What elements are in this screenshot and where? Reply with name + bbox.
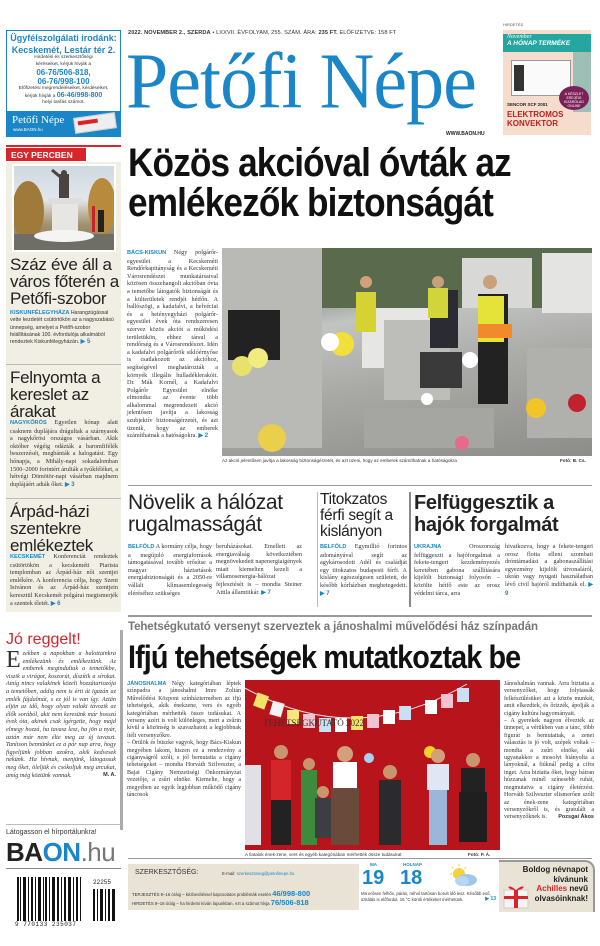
dateline-price: 235 FT. bbox=[318, 30, 338, 36]
partly-cloudy-icon bbox=[448, 864, 480, 893]
main-page-ref[interactable]: ▶ 2 bbox=[198, 433, 209, 440]
story-man-kicker: BELFÖLD bbox=[320, 544, 347, 550]
story-ships-headline[interactable]: Felfüggesztik a hajók forgalmát bbox=[414, 492, 559, 536]
story-network-kicker: BELFÖLD bbox=[128, 544, 155, 550]
divider bbox=[6, 498, 121, 499]
story-ships-kicker: UKRAJNA bbox=[414, 544, 442, 550]
editorial-signature: M. A. bbox=[103, 771, 116, 778]
talent-body-col-3 bbox=[504, 681, 594, 822]
story-2-brief bbox=[10, 419, 118, 489]
cs-title-2: Kecskemét, Lestár tér 2. bbox=[11, 45, 116, 55]
cs-brand-band bbox=[7, 111, 120, 136]
nameday-text bbox=[523, 865, 588, 903]
cs-phone-2: 06-76/998-100 bbox=[37, 77, 90, 86]
talent-show-photo[interactable] bbox=[245, 680, 500, 850]
talent-body-4: – A gyerekek nagyon élvezték az ünnepet, a vérükben van a tánc, több figurát is bemutattak, a zenei választás is jó volt, szépek voltak – mondta a zsűri elnöke, aki ugyanakkor a mosolyt hiányolta a lányoknál, a fiúknál pedig a cifra inget. Arra biztatta őket, hogy bátran húzzanak minél színesebb ruhát, megmutatva a cigány életérzést. Horváth Szilveszter elismerően szólt az ének-zene kategóriában versenyzőkről is, és gratulált a versenyzőknek is. bbox=[504, 718, 594, 821]
advertising-text: HIRDETÉS 8–16 óráig – ha hirdetni kíván lapunkban, ezt a számot hívja bbox=[132, 901, 270, 906]
cs-text-4-line bbox=[7, 93, 120, 101]
editorial-contacts bbox=[128, 864, 359, 910]
story-ships-body-col-1 bbox=[414, 543, 500, 597]
distribution-text: TERJESZTÉS 8–16 óráig – kézbesítéssel kapcsolatos problémák esetén bbox=[132, 892, 272, 897]
ad-name-2: KONVEKTOR bbox=[507, 119, 558, 128]
story-3-headline[interactable]: Árpád-házi szentekre emlékeztek bbox=[10, 502, 93, 555]
ad-banner bbox=[503, 34, 591, 52]
story-ships-body-col-2 bbox=[505, 543, 593, 598]
weather-tomorrow-label: HOLNAP bbox=[403, 862, 422, 867]
distribution-line bbox=[132, 889, 310, 898]
story-man-page-ref[interactable]: ▶ 7 bbox=[320, 590, 330, 597]
ad-line-2: A HÓNAP TERMÉKE bbox=[507, 40, 571, 47]
weather-page-ref[interactable]: ▶ 13 bbox=[485, 895, 496, 902]
talent-body-col-1 bbox=[127, 681, 241, 800]
statue-photo[interactable] bbox=[12, 164, 116, 252]
editorial-text: zekben a napokban a halottainkra emlékezünk és emlékeztünk. Az emberek megindultak a temetőkbe, viszik a virágot, koszorút, díszítik a sírokat. Amíg nincs valakinek közeli hozzátartozója a temetőben, addig nem is érti át igazán az emlék fájdalmát, s ez jól is van így. Aztán eljön az idő, hogy olyan valaki távozik az élők sorából, akit nem keresünk már hosszú évek óta, akinek csak ígérgette, hogy majd elmegy hozzá, ha tavasz lesz, ha jön a nyár, aztán már nem élte meg az új tavaszt. Tanítson bennünket ez a pár nap arra, hogy figyeljünk jobban azokra, akik kedvesek nekünk. Ha hívnak, menjünk, látogassuk meg őket, öleljük és csókoljuk meg arcukat, amíg még köztünk vannak. bbox=[6, 650, 116, 779]
cs-phone-1: 06-76/506-818, bbox=[36, 68, 91, 77]
divider bbox=[128, 858, 592, 859]
baon-logo-part-3: .hu bbox=[80, 837, 116, 867]
section-label: EGY PERCBEN bbox=[6, 148, 86, 161]
baon-logo-part-1: BA bbox=[6, 837, 43, 867]
cs-text-4: kérjük hívják a bbox=[24, 93, 56, 99]
talent-photo-caption: A fiatalok ének-zene, vers és egyéb kategóriában mérhették össze tudásukat bbox=[245, 852, 402, 857]
talent-subheadline: Tehetségkutató versenyt szerveztek a jánoshalmi művelődési ház színpadán bbox=[128, 621, 538, 633]
story-network-body-col-1 bbox=[128, 543, 212, 597]
editorial-rule bbox=[120, 630, 123, 830]
nameday-line-1: Boldog névnapot bbox=[522, 865, 588, 874]
story-2-body: Egyetlen hónap alatt csaknem duplájára drágultak a szárnyasok a nagykőrösi országos vásárban. Akik október végéig odázták a baromfifélék beszerzését, megbánták a halogatást. Egy hónapja, a Mihály-napi sokadalomban 1500–2000 forintért árulták a tyúkféléket, a hétvégi Dömötör-napi vásárban majdnem duplájáért adták őket. bbox=[10, 419, 119, 488]
editorial-title[interactable]: Jó reggelt! bbox=[6, 631, 81, 648]
email-line bbox=[222, 871, 294, 876]
nameday-line-3: nevű bbox=[569, 884, 588, 893]
editorial-body bbox=[6, 647, 116, 779]
story-man-body: Egymillió forintos adományával segít az agykárosodott Adél és családját egy titokzatos budapesti férfi. A kislány egészségesen született, de később kórházban megbetegedett. bbox=[320, 543, 408, 589]
story-ships-body-1: Oroszország felfüggeszti a hajóforgalmat a fekete-tengeri kezdeményezés keretében gabona szállítására kijelölt biztonsági folyosón – közölte hétfő este az orosz védelmi tárca, arra bbox=[414, 543, 500, 597]
divider bbox=[6, 868, 121, 869]
cemetery-illustration bbox=[222, 248, 592, 456]
weather-today-temp: 19 bbox=[362, 867, 385, 889]
cemetery-photo[interactable] bbox=[222, 248, 592, 456]
cs-text-3: Előfizetési megrendeléseiket, kérdéseiket, bbox=[18, 86, 109, 91]
story-3-body: Konferenciát rendeztek csütörtökön a kecskeméti Piarista templomban az Árpád-ház női szentjei emlékére. A konferencia célja, hogy Szent Istvánon és az Árpád-ház szentjein keresztül Kecskemét polgárai megismerjék a szentek életét. bbox=[10, 553, 118, 607]
product-ad[interactable] bbox=[503, 30, 591, 135]
divider bbox=[6, 364, 121, 365]
weather-text: Ma erősen felhős, párás, néhol tartósan borult idő lesz. Később eső, szitálás is előfordul. 16 °C körüli értékeket mérhetünk. bbox=[361, 891, 491, 902]
story-3-page-ref[interactable]: ▶ 6 bbox=[50, 600, 61, 607]
divider bbox=[128, 615, 592, 617]
nameday-line-4: olvasóinknak! bbox=[534, 893, 588, 903]
talent-body-3: Jánoshalmán vannak. Arra biztatta a versenyzőket, hogy folytassák felkészülésüket azt a közös munkát, amit elkezdtek, és őrizzék, ápolják a cigány kultúra hagyományait. bbox=[504, 681, 594, 717]
column-rule bbox=[317, 492, 318, 607]
editorial-dropcap: E bbox=[6, 647, 21, 673]
story-1-brief bbox=[10, 310, 118, 346]
main-story-body bbox=[127, 249, 218, 441]
main-headline[interactable]: Közös akcióval óvták az emlékezők biztonságát bbox=[128, 141, 511, 225]
dateline-subscription: ELŐFIZETVE: 158 FT bbox=[339, 30, 397, 36]
talent-headline[interactable]: Ifjú tehetségek mutatkoztak be bbox=[128, 639, 521, 675]
cs-text-2: kéréseiket, kérjük hívják a bbox=[35, 61, 92, 67]
masthead: Petőfi Népe bbox=[126, 37, 476, 126]
cs-title-1: Ügyfélszolgálati irodánk: bbox=[10, 33, 117, 43]
talent-body-1: Négy kategóriában léptek színpadra a jánoshalmi Imre Zoltán Művelődési Központ színháztermében az ifjú tehetségek, akik énekzene, vers és egyéb kategóriában mérhették össze tudásukat. A verseny azért is volt különleges, mert a zsűrin kívül a közönség is szavazhatott a legjobbnak ítélt versenyzőkre. bbox=[127, 681, 241, 739]
story-3-brief bbox=[10, 553, 118, 608]
ad-product-name bbox=[507, 110, 563, 128]
divider bbox=[128, 485, 592, 486]
story-network-body-2: beruházásokat. Emellett az energiaválság következtében megnövekedett napenergiaigények miatt kiemelten kezeli a villamosenergia-hálózat fejlesztését is – mondta Steiner Attila államtitkár. bbox=[216, 543, 302, 596]
story-1-kicker: KISKUNFÉLEGYHÁZA bbox=[10, 310, 70, 316]
story-ships-body-2: hivatkozva, hogy a fekete-tengeri orosz flotta elleni szombati dróntámadást a gabonaszállítási egyezmény kijelölt útvonaláról, ukrán vagy nyugati használatban lévő civil hajóról indíthatták el. bbox=[505, 543, 593, 588]
main-kicker: BÁCS-KISKUN bbox=[127, 250, 167, 256]
barcode-issue: 22255 bbox=[93, 879, 112, 886]
section-rule bbox=[6, 145, 121, 147]
story-man-brief bbox=[320, 543, 407, 598]
ad-name-1: ELEKTROMOS bbox=[507, 110, 564, 119]
baon-logo[interactable] bbox=[6, 838, 115, 866]
column-rule bbox=[409, 492, 411, 607]
story-1-headline[interactable]: Száz éve áll a város főterén a Petőfi-szobor bbox=[10, 255, 119, 308]
weather-forecast bbox=[361, 891, 496, 902]
ad-badge: A KÉSZLET EREJÉIG KIZÁRÓLAG ONLINE bbox=[559, 86, 589, 110]
cs-text-5: helyi tarifás számot. bbox=[42, 100, 85, 105]
story-2-kicker: NAGYKŐRÖS bbox=[10, 420, 47, 426]
story-ships-page-ref[interactable]: ▶ 9 bbox=[505, 581, 593, 597]
talent-kicker: JÁNOSHALMA bbox=[127, 681, 167, 687]
ad-label: HIRDETÉS bbox=[503, 22, 524, 27]
talent-author: Pozsgai Ákos bbox=[558, 814, 594, 821]
statue-illustration bbox=[14, 166, 114, 250]
ad-model: SENCOR SCF 2001 bbox=[507, 102, 548, 107]
story-2-headline[interactable]: Felnyomta a kereslet az árakat bbox=[10, 368, 101, 421]
ad-line-1: November bbox=[507, 34, 532, 40]
story-1-body: Harangzúgással vette kezdetét csütörtökön az a nagyszabású ünnepség, amelyet a Petőfi-szobor felállításának 100. évfordulója alkalmából rendeztek Kiskunfélegyházán. bbox=[10, 310, 114, 346]
main-photo-caption: Az akció jelentősen javítja a lakosság biztonságérzetét, és azt üzeni, hogy az emberek számíthatnak a hatóságokra bbox=[222, 458, 457, 463]
talent-body-2: – Örülök és büszke vagyok, hogy Bács-Kiskun megyében lakom, hiszen ez a rendezvény a cigányságról szólt, s jól bemutatta a cigány tehetségeket – mondta Horváth Szilveszter, a Bajai Cigány Nemzetiségi Önkormányzat vezetője, a zsűri elnöke. Kiemelte, hogy a megyében az egyik legjobban működő cigány táncosok bbox=[127, 740, 241, 799]
dateline-rest: • LXXVII. ÉVFOLYAM, 255. SZÁM. ÁRA: bbox=[212, 30, 317, 36]
banner-text: TEHETSÉGKUTATÓ 2022 bbox=[263, 718, 365, 728]
story-network-page-ref[interactable]: ▶ 7 bbox=[261, 589, 271, 596]
divider bbox=[6, 824, 121, 825]
main-photo-credit: Fotó: B. Cs. bbox=[560, 458, 586, 463]
website-link[interactable]: WWW.BAON.HU bbox=[446, 131, 485, 137]
cs-text-1: Hirdetési és szerkesztőségi bbox=[34, 55, 93, 60]
story-2-page-ref[interactable]: ▶ 3 bbox=[64, 481, 75, 488]
email-label: E-mail: bbox=[222, 871, 236, 876]
talent-photo-credit: Fotó: P. Á. bbox=[468, 852, 491, 857]
nameday-line-2: kívánunk bbox=[553, 874, 588, 884]
baon-logo-part-2: ON bbox=[42, 837, 81, 867]
talent-show-illustration bbox=[245, 680, 500, 850]
story-1-page-ref[interactable]: ▶ 5 bbox=[80, 339, 91, 346]
email-link[interactable]: szerkesztoseg@petofinepe.hu bbox=[236, 871, 295, 876]
nameday-name: Achilles bbox=[536, 884, 568, 893]
cs-url[interactable]: www.BAON.hu bbox=[13, 127, 43, 132]
distribution-phone: 46/998-800 bbox=[272, 889, 311, 898]
baon-promo: Látogasson el hírportálunkra! bbox=[6, 829, 97, 836]
weather-tomorrow-temp: 18 bbox=[400, 867, 423, 889]
advertising-phone: 76/506-818 bbox=[270, 898, 309, 907]
barcode-number: 9 770133 235037 bbox=[15, 921, 77, 928]
main-body: Négy polgárőr-egyesület a Kecskeméti Rendőrkapitányság és a Kecskeméti Városrendészet munkatársaival közösen összehangolt akcióban óvta a temetőbe látogatók biztonságát és a külterületek rendjét hétfőn. A ballószögi, a kadafalvi, a helvéciai és a hetényegyházi polgárőr-egyesület évek óta rendszeresen szervez közös akciót a működési területükön, ehhez társul a rendőrség és a Városrendészet. Idén a kadafalvi polgárőrök siklóérnyőse is csatlakozott az akcióhoz, segítségével meghatározták a környék illegális hulladéklerakóit. Dr. Mák Kornél, a Kadafalvi Polgárőr Egyesület elnöke elmondta: az évente több alkalommal megrendezett akció jelentősen javítja a lakosság szubjektív biztonságérzetét, és azt üzenik, hogy az emberek számíthatnak a hatóságokra. bbox=[127, 249, 218, 440]
story-3-kicker: KECSKEMÉT bbox=[10, 554, 46, 560]
story-man-headline[interactable]: Titokzatos férfi segít a kislányon bbox=[320, 491, 393, 540]
story-network-body-col-2 bbox=[216, 543, 302, 597]
nameday-box bbox=[499, 860, 595, 912]
newspaper-icon bbox=[73, 112, 117, 134]
barcode bbox=[15, 875, 120, 930]
advertising-line bbox=[132, 898, 309, 907]
story-network-body-1: A kormány célja, hogy a megújuló energiaforrások támogatásával tovább erősítse a magyar háztartások energiabiztonságát és a 2050-re vállalt klímasemlegesség eléréséhez szükséges bbox=[128, 543, 213, 597]
editorial-label: SZERKESZTŐSÉG: bbox=[135, 869, 199, 876]
weather-today-label: MA bbox=[370, 862, 377, 867]
cs-phone-3: 06-46/998-800 bbox=[56, 91, 103, 99]
story-network-headline[interactable]: Növelik a hálózat rugalmasságát bbox=[128, 491, 283, 536]
dateline-date: 2022. NOVEMBER 2., SZERDA bbox=[128, 30, 211, 36]
customer-service-box bbox=[6, 30, 121, 137]
cs-brand: Petőfi Népe bbox=[12, 114, 65, 126]
